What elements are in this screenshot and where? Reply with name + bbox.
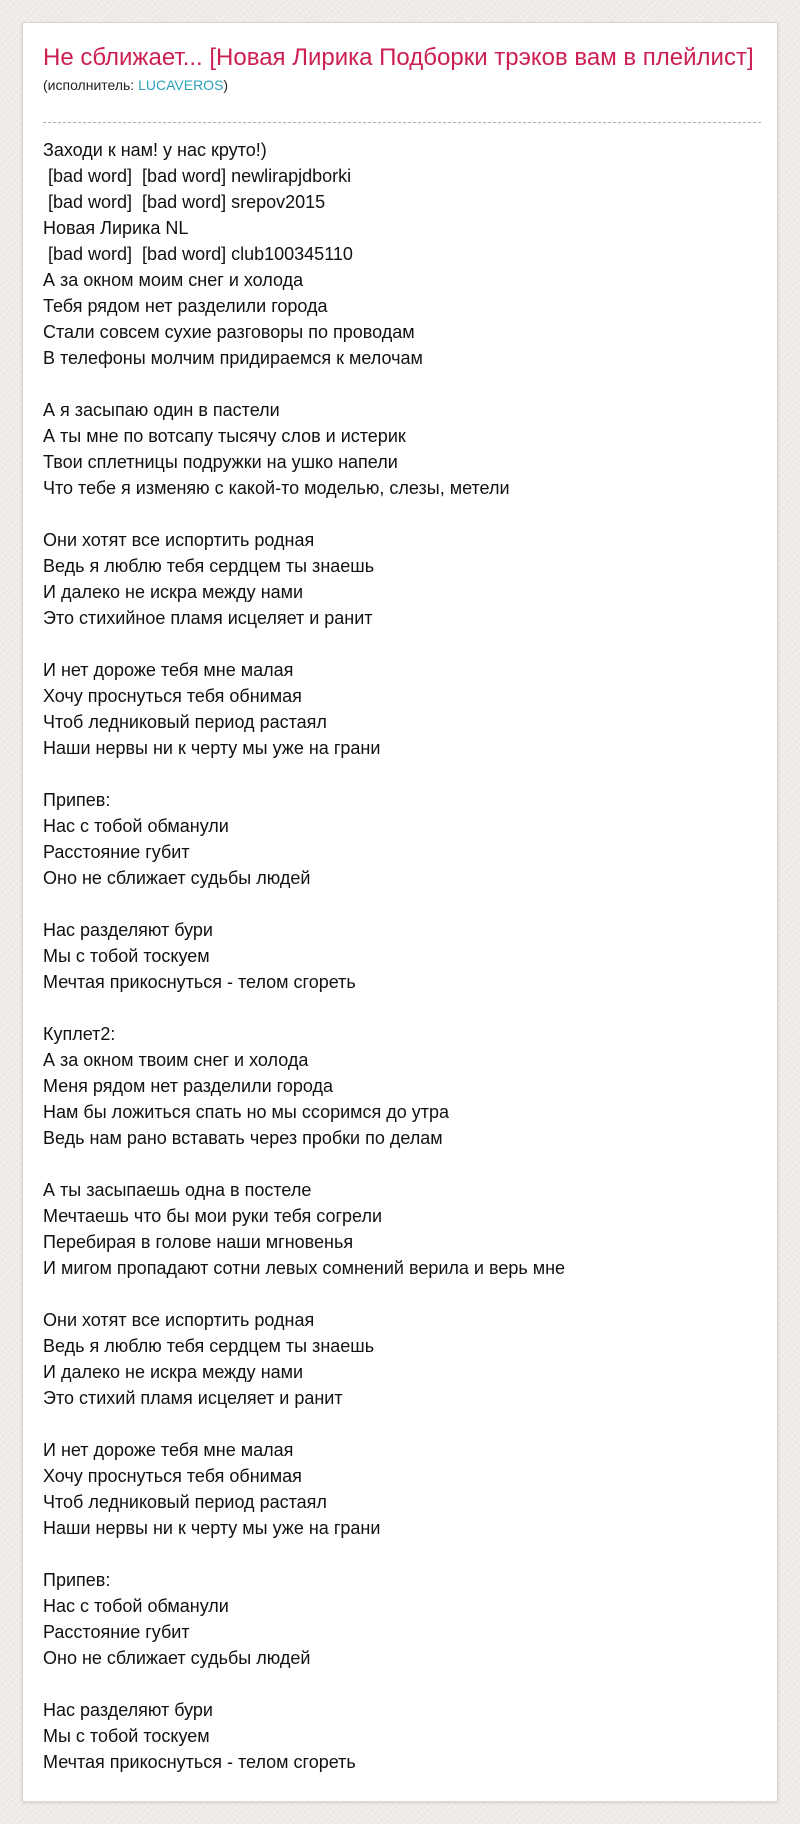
lyric-line: А я засыпаю один в пастели bbox=[43, 400, 280, 420]
lyric-line: [bad word] [bad word] newlirapjdborki bbox=[43, 166, 352, 186]
lyric-line: В телефоны молчим придираемся к мелочам bbox=[43, 348, 423, 368]
lyric-line: Мы с тобой тоскуем bbox=[43, 1726, 210, 1746]
lyric-line bbox=[43, 891, 761, 917]
lyric-line: А ты засыпаешь одна в постеле bbox=[43, 1180, 312, 1200]
lyric-line bbox=[43, 1541, 761, 1567]
lyric-line: [bad word] [bad word] club100345110 bbox=[43, 244, 353, 264]
lyric-line: Новая Лирика NL bbox=[43, 218, 189, 238]
lyric-line: Оно не сближает судьбы людей bbox=[43, 868, 311, 888]
lyric-line: Хочу проснуться тебя обнимая bbox=[43, 686, 302, 706]
lyric-line: Нам бы ложиться спать но мы ссоримся до утра bbox=[43, 1102, 450, 1122]
lyric-line: А за окном моим снег и холода bbox=[43, 270, 304, 290]
lyric-line: А ты мне по вотсапу тысячу слов и истерик bbox=[43, 426, 406, 446]
lyric-line: Они хотят все испортить родная bbox=[43, 530, 315, 550]
lyric-line: И нет дороже тебя мне малая bbox=[43, 660, 294, 680]
lyric-line: Припев: bbox=[43, 1570, 111, 1590]
lyric-line: Расстояние губит bbox=[43, 842, 190, 862]
lyric-line: Заходи к нам! у нас круто!) bbox=[43, 140, 267, 160]
lyrics-body bbox=[43, 137, 761, 1775]
lyric-line: Стали совсем сухие разговоры по проводам bbox=[43, 322, 415, 342]
lyric-line: Ведь я люблю тебя сердцем ты знаешь bbox=[43, 556, 375, 576]
header-divider bbox=[43, 122, 761, 123]
lyric-line bbox=[43, 761, 761, 787]
lyric-line: А за окном твоим снег и холода bbox=[43, 1050, 309, 1070]
lyric-line: Твои сплетницы подружки на ушко напели bbox=[43, 452, 398, 472]
lyric-line: Хочу проснуться тебя обнимая bbox=[43, 1466, 302, 1486]
lyric-line: И далеко не искра между нами bbox=[43, 1362, 304, 1382]
lyric-line: Оно не сближает судьбы людей bbox=[43, 1648, 311, 1668]
lyric-line: Чтоб ледниковый период растаял bbox=[43, 712, 327, 732]
lyric-line bbox=[43, 1151, 761, 1177]
lyric-line bbox=[43, 1281, 761, 1307]
artist-line bbox=[43, 76, 761, 94]
lyric-line: Тебя рядом нет разделили города bbox=[43, 296, 328, 316]
lyric-line bbox=[43, 1411, 761, 1437]
artist-suffix: ) bbox=[223, 77, 229, 93]
lyric-line: Перебирая в голове наши мгновенья bbox=[43, 1232, 354, 1252]
lyric-line: Мы с тобой тоскуем bbox=[43, 946, 210, 966]
lyric-line: Это стихийное пламя исцеляет и ранит bbox=[43, 608, 373, 628]
lyric-line: И нет дороже тебя мне малая bbox=[43, 1440, 294, 1460]
song-header bbox=[43, 43, 761, 94]
lyric-line: Куплет2: bbox=[43, 1024, 116, 1044]
lyric-line: Расстояние губит bbox=[43, 1622, 190, 1642]
lyric-line bbox=[43, 371, 761, 397]
lyric-line: Нас с тобой обманули bbox=[43, 1596, 229, 1616]
lyric-line: Они хотят все испортить родная bbox=[43, 1310, 315, 1330]
lyric-line: И мигом пропадают сотни левых сомнений верила и верь мне bbox=[43, 1258, 566, 1278]
lyric-line: Припев: bbox=[43, 790, 111, 810]
artist-prefix: (исполнитель: bbox=[43, 77, 139, 93]
lyric-line: Ведь нам рано вставать через пробки по делам bbox=[43, 1128, 443, 1148]
artist-link[interactable]: LUCAVEROS bbox=[138, 77, 224, 93]
lyric-line: Что тебе я изменяю с какой-то моделью, слезы, метели bbox=[43, 478, 510, 498]
lyric-line bbox=[43, 1671, 761, 1697]
lyrics-card bbox=[22, 22, 778, 1802]
lyric-line: Чтоб ледниковый период растаял bbox=[43, 1492, 327, 1512]
lyric-line bbox=[43, 501, 761, 527]
lyric-line: Мечтая прикоснуться - телом сгореть bbox=[43, 972, 356, 992]
lyric-line: Нас с тобой обманули bbox=[43, 816, 229, 836]
song-title: Не сближает... [Новая Лирика Подборки трэков вам в плейлист] bbox=[43, 44, 754, 71]
lyric-line: Ведь я люблю тебя сердцем ты знаешь bbox=[43, 1336, 375, 1356]
lyric-line: Нас разделяют бури bbox=[43, 920, 213, 940]
lyric-line: Мечтая прикоснуться - телом сгореть bbox=[43, 1752, 356, 1772]
lyric-line: Нас разделяют бури bbox=[43, 1700, 213, 1720]
lyric-line bbox=[43, 631, 761, 657]
lyric-line: Мечтаешь что бы мои руки тебя согрели bbox=[43, 1206, 383, 1226]
lyric-line: Наши нервы ни к черту мы уже на грани bbox=[43, 738, 381, 758]
lyric-line: [bad word] [bad word] srepov2015 bbox=[43, 192, 326, 212]
lyric-line: И далеко не искра между нами bbox=[43, 582, 304, 602]
lyric-line bbox=[43, 995, 761, 1021]
lyric-line: Это стихий пламя исцеляет и ранит bbox=[43, 1388, 343, 1408]
lyric-line: Меня рядом нет разделили города bbox=[43, 1076, 333, 1096]
lyric-line: Наши нервы ни к черту мы уже на грани bbox=[43, 1518, 381, 1538]
